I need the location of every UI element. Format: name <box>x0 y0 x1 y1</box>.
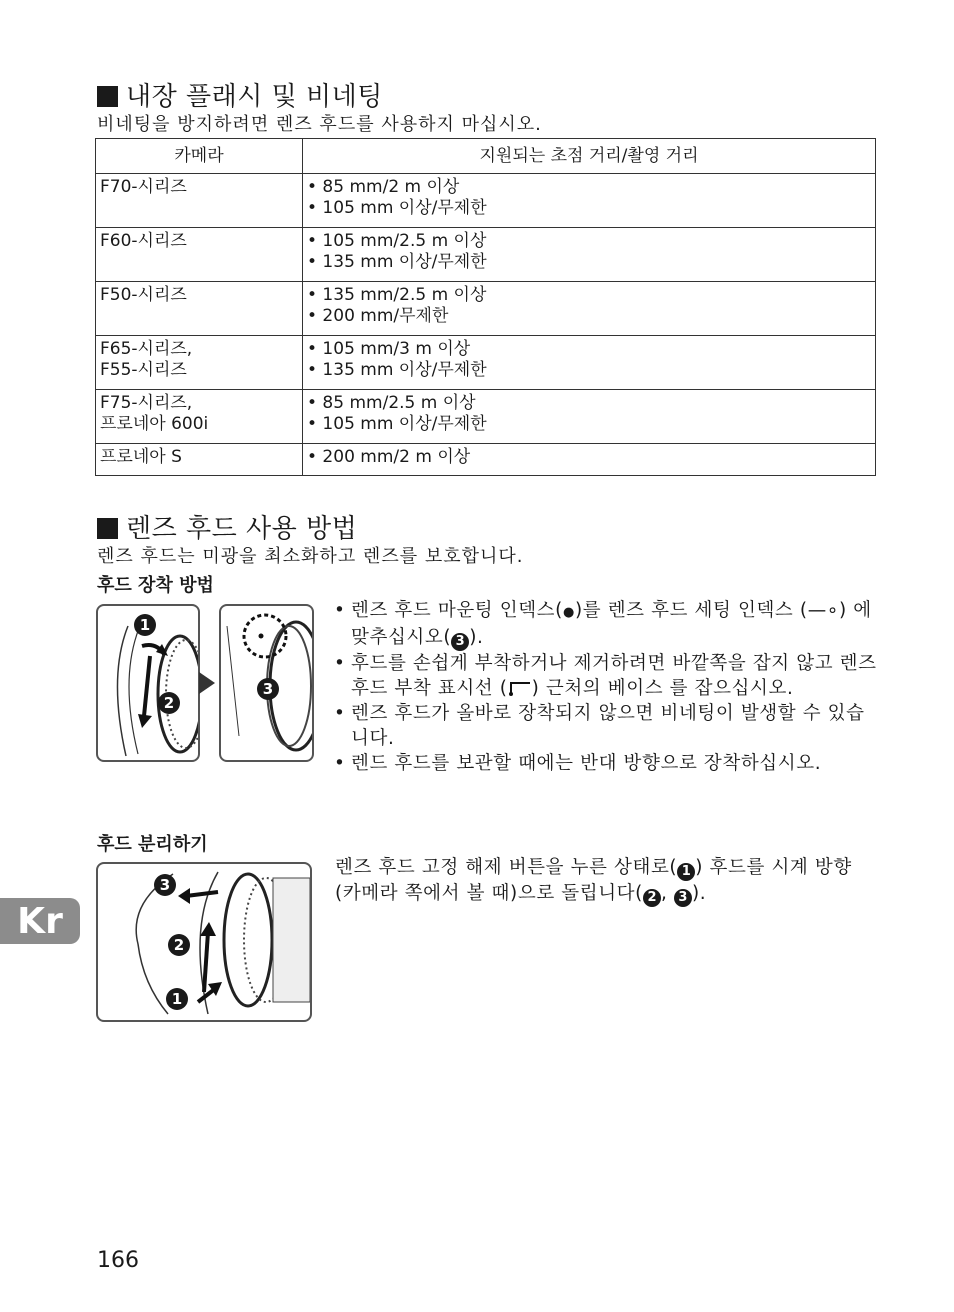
camera-name: F65-시리즈, <box>100 339 193 359</box>
list-item <box>333 651 878 701</box>
camera-cell <box>96 390 303 444</box>
camera-name: F55-시리즈 <box>100 360 187 380</box>
table-row <box>96 390 876 444</box>
text: ) 에 맞추십시오( <box>351 600 872 648</box>
list-item: • 렌드 후드를 보관할 때에는 반대 방향으로 장착하십시오. <box>333 751 878 776</box>
spec-line: • 85 mm/2 m 이상 <box>307 177 460 197</box>
table-row <box>96 228 876 282</box>
spec-cell <box>303 228 876 282</box>
step-1-badge: 1 <box>134 614 156 636</box>
attach-figure-align <box>219 604 314 762</box>
spec-cell <box>303 336 876 390</box>
camera-name: 프로네아 600i <box>100 414 209 434</box>
detach-figure <box>96 862 312 1022</box>
spec-cell <box>303 282 876 336</box>
camera-name: F50-시리즈 <box>100 285 187 305</box>
step-3-badge: 3 <box>154 874 176 896</box>
table-row <box>96 174 876 228</box>
spec-line: • 105 mm/2.5 m 이상 <box>307 231 487 251</box>
spec-line: • 85 mm/2.5 m 이상 <box>307 393 476 413</box>
page-number: 166 <box>97 1248 139 1273</box>
text: )를 렌즈 후드 세팅 인덱스 ( <box>574 600 808 621</box>
attachment-line-icon <box>508 680 532 696</box>
text: ). <box>469 627 484 648</box>
camera-cell <box>96 174 303 228</box>
text: 후드를 손쉽게 부착하거나 제거하려면 바깥쪽을 잡지 않고 렌즈 후드 부착 표시선 ( <box>351 652 877 699</box>
text: ) 근처의 베이스 를 잡으십시오. <box>531 677 794 699</box>
spec-line: • 105 mm 이상/무제한 <box>307 198 487 218</box>
step-3-badge: 3 <box>257 678 279 700</box>
table-row <box>96 336 876 390</box>
spec-line: • 105 mm 이상/무제한 <box>307 414 487 434</box>
section-heading-flash-vignetting <box>97 76 383 113</box>
detach-instructions <box>335 855 875 907</box>
step-2-badge: 2 <box>168 934 190 956</box>
step-2-badge: 2 <box>643 889 661 907</box>
attach-figure-rotate <box>96 604 200 762</box>
square-bullet-icon <box>97 86 118 107</box>
lens-hood-detach-illustration <box>98 864 310 1020</box>
square-bullet-icon <box>97 518 118 539</box>
camera-cell <box>96 228 303 282</box>
table-header-camera: 카메라 <box>96 139 303 174</box>
list-item: • 렌즈 후드가 올바로 장착되지 않으면 비네팅이 발생할 수 있습니다. <box>333 701 878 751</box>
lens-hood-intro: 렌즈 후드는 미광을 최소화하고 렌즈를 보호합니다. <box>97 546 524 567</box>
step-2-badge: 2 <box>158 692 180 714</box>
text: 렌즈 후드 고정 해제 버튼을 누른 상태로( <box>335 857 678 878</box>
text: ) 후드를 시계 방향(카메라 쪽에서 볼 때)으로 돌립니다( <box>335 857 852 904</box>
spec-cell <box>303 390 876 444</box>
camera-cell <box>96 282 303 336</box>
camera-cell <box>96 336 303 390</box>
table-header-row <box>96 139 876 174</box>
step-1-badge: 1 <box>166 988 188 1010</box>
list-item <box>333 598 878 651</box>
spec-line: • 200 mm/2 m 이상 <box>307 447 471 467</box>
text: 렌즈 후드 마운팅 인덱스( <box>351 600 563 621</box>
spec-line: • 135 mm/2.5 m 이상 <box>307 285 487 305</box>
camera-name: 프로네아 S <box>100 447 182 467</box>
camera-name: F60-시리즈 <box>100 231 187 251</box>
spec-line: • 105 mm/3 m 이상 <box>307 339 471 359</box>
spec-line: • 135 mm 이상/무제한 <box>307 252 487 272</box>
setting-index-mark: —∘ <box>807 600 839 621</box>
focal-length-table <box>95 138 876 476</box>
camera-name: F75-시리즈, <box>100 393 193 413</box>
table-row <box>96 444 876 476</box>
heading-text: 렌즈 후드 사용 방법 <box>126 514 358 544</box>
language-tab: Kr <box>0 898 80 944</box>
text: ). <box>691 883 707 904</box>
section-heading-lens-hood <box>97 508 357 545</box>
text: , <box>660 883 674 904</box>
camera-name: F70-시리즈 <box>100 177 187 197</box>
triangle-arrow-icon <box>199 672 215 694</box>
step-3-badge: 3 <box>674 889 692 907</box>
attach-instructions-list <box>333 598 878 776</box>
detach-subheading: 후드 분리하기 <box>97 834 208 855</box>
step-3-badge: 3 <box>451 633 469 651</box>
mounting-index-mark: ● <box>562 605 575 620</box>
spec-line: • 135 mm 이상/무제한 <box>307 360 487 380</box>
heading-text: 내장 플래시 및 비네팅 <box>126 82 383 112</box>
vignetting-intro: 비네팅을 방지하려면 렌즈 후드를 사용하지 마십시오. <box>97 114 542 135</box>
table-row <box>96 282 876 336</box>
camera-cell <box>96 444 303 476</box>
attach-subheading: 후드 장착 방법 <box>97 575 214 596</box>
spec-line: • 200 mm/무제한 <box>307 306 449 326</box>
spec-cell <box>303 444 876 476</box>
step-1-badge: 1 <box>677 863 695 881</box>
spec-cell <box>303 174 876 228</box>
table-header-range: 지원되는 초점 거리/촬영 거리 <box>303 139 876 174</box>
